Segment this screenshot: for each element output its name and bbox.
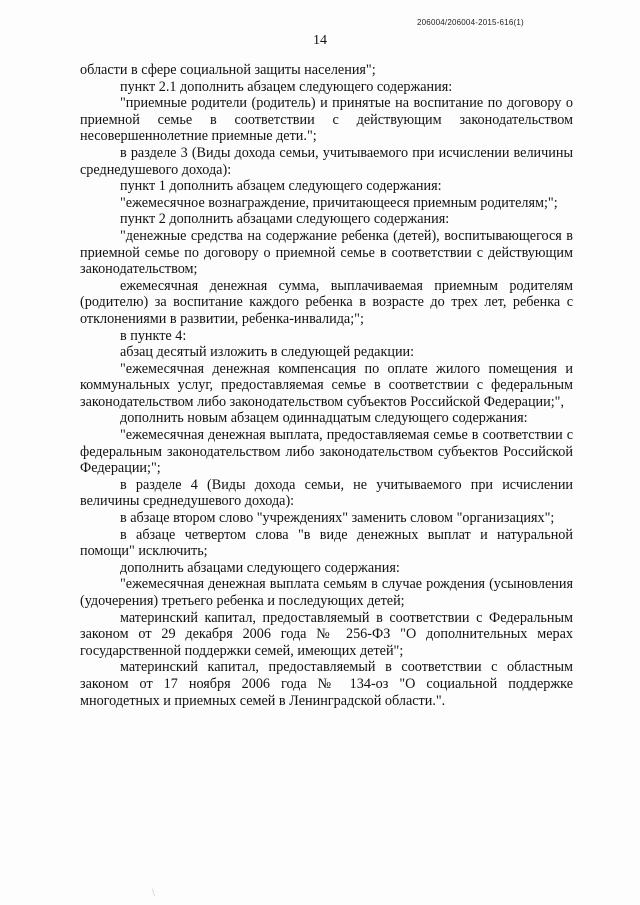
paragraph: ежемесячная денежная сумма, выплачиваемая приемным родителям (родителю) за воспитание каждого ребенка в возрасте до трех лет, ребенка с отклонениями в развитии, ребенка-инвалида;"; — [80, 277, 573, 327]
paragraph: дополнить новым абзацем одиннадцатым следующего содержания: — [120, 410, 528, 427]
document-id: 206004/206004-2015-616(1) — [417, 18, 524, 27]
paragraph: в разделе 3 (Виды дохода семьи, учитываемого при исчислении величины среднедушевого дохода): — [80, 144, 573, 178]
paragraph: материнский капитал, предоставляемый в соответствии с областным законом от 17 ноября 2006 года № 134-оз "О социальной поддержке многодетных и приемных семей в Ленинградской области.". — [80, 659, 573, 709]
paragraph: "ежемесячная денежная компенсация по оплате жилого помещения и коммунальных услуг, предоставляемая семье в соответствии с федеральным законодательством либо законодательством субъектов Российской Федерации;", — [80, 360, 573, 410]
paragraph: в абзаце втором слово "учреждениях" заменить словом "организациях"; — [120, 510, 555, 527]
paragraph: абзац десятый изложить в следующей редакции: — [120, 344, 415, 361]
page-number: 14 — [313, 33, 327, 48]
paragraph: "ежемесячная денежная выплата, предоставляемая семье в соответствии с федеральным законодательством либо законодательством субъектов Российской Федерации;"; — [80, 427, 573, 477]
paragraph: пункт 1 дополнить абзацем следующего содержания: — [120, 178, 442, 195]
paragraph: дополнить абзацами следующего содержания: — [120, 559, 400, 576]
paragraph: "приемные родители (родитель) и принятые на воспитание по договору о приемной семье в соответствии с действующим законодательством несовершеннолетние приемные дети."; — [80, 95, 573, 145]
paragraph: "денежные средства на содержание ребенка (детей), воспитывающегося в приемной семье по договору о приемной семье в соответствии с действующим законодательством; — [80, 227, 573, 278]
paragraph: пункт 2.1 дополнить абзацем следующего содержания: — [120, 78, 453, 95]
paragraph: пункт 2 дополнить абзацами следующего содержания: — [120, 211, 450, 228]
paragraph: "ежемесячное вознаграждение, причитающееся приемным родителям;"; — [120, 194, 558, 211]
paragraph: материнский капитал, предоставляемый в соответствии с Федеральным законом от 29 декабря 2006 года № 256-ФЗ "О дополнительных мерах государственной поддержки семей, имеющих детей"; — [80, 609, 573, 659]
paragraph: области в сфере социальной защиты населения"; — [80, 62, 376, 78]
scan-mark: \ — [152, 888, 155, 899]
paragraph: в разделе 4 (Виды дохода семьи, не учитываемого при исчислении величины среднедушевого дохода): — [80, 476, 573, 510]
paragraph: в пункте 4: — [120, 327, 187, 344]
paragraph: "ежемесячная денежная выплата семьям в случае рождения (усыновления (удочерения) третьего ребенка и последующих детей; — [80, 576, 573, 609]
document-body — [80, 62, 573, 709]
paragraph: в абзаце четвертом слова "в виде денежных выплат и натуральной помощи" исключить; — [80, 526, 573, 560]
